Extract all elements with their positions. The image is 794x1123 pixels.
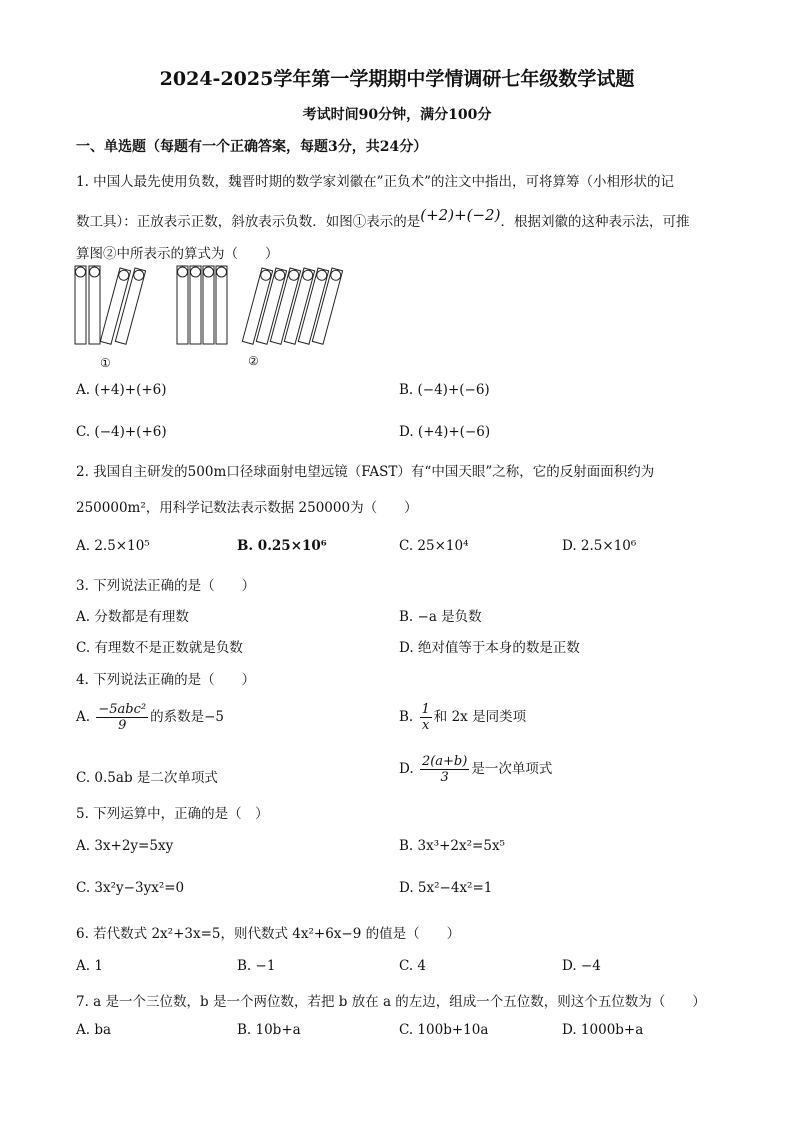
q7-option-a[interactable]: A. ba xyxy=(76,1022,112,1038)
q3-option-a[interactable]: A. 分数都是有理数 xyxy=(76,609,189,625)
q7-option-b[interactable]: B. 10b+a xyxy=(237,1022,301,1038)
rod-upright xyxy=(89,266,100,344)
q1-line2a: 数工具）：正放表示正数，斜放表示负数．如图①表示的是 xyxy=(76,214,421,230)
q2-line2: 250000m²，用科学记数法表示数据 250000为（ ） xyxy=(76,500,418,516)
q1-figure-2 xyxy=(174,262,364,350)
q6-option-b[interactable]: B. −1 xyxy=(237,958,276,974)
counting-rods-figure-2 xyxy=(174,262,364,350)
q1-line2b: ．根据刘徽的这种表示法，可推 xyxy=(500,214,690,230)
figure-2-label: ② xyxy=(248,354,259,368)
q6-option-c[interactable]: C. 4 xyxy=(399,958,427,974)
q5-option-a[interactable]: A. 3x+2y=5xy xyxy=(76,838,174,854)
q3-line1: 3. 下列说法正确的是（ ） xyxy=(76,578,256,594)
q4-option-c[interactable]: C. 0.5ab 是二次单项式 xyxy=(76,770,218,786)
q4-option-d-label: D. xyxy=(399,761,414,777)
q5-option-d[interactable]: D. 5x²−4x²=1 xyxy=(399,880,493,896)
q2-option-b[interactable]: B. 0.25×10⁶ xyxy=(237,538,327,554)
q4-option-b-label: B. xyxy=(399,709,414,725)
q7-line1: 7. a 是一个三位数，b 是一个两位数，若把 b 放在 a 的左边，组成一个五位数，则这个五位数为（ ） xyxy=(76,994,706,1010)
q1-option-a[interactable]: A. (+4)+(+6) xyxy=(76,382,167,398)
q4-option-d-text: 是一次单项式 xyxy=(471,761,553,777)
q4-option-a[interactable] xyxy=(76,702,224,733)
q7-option-c[interactable]: C. 100b+10a xyxy=(399,1022,489,1038)
q3-option-c[interactable]: C. 有理数不是正数就是负数 xyxy=(76,640,243,656)
q2-option-a[interactable]: A. 2.5×10⁵ xyxy=(76,538,150,554)
q2-option-c[interactable]: C. 25×10⁴ xyxy=(399,538,469,554)
q2-line1: 2. 我国自主研发的500m口径球面射电望远镜（FAST）有“中国天眼”之称，它的反射面面积约为 xyxy=(76,464,655,480)
q4-option-b-fraction: $\frac{1}{x}$ xyxy=(421,702,430,733)
q1-inline-math: (+2)+(−2) xyxy=(420,206,501,224)
exam-subtitle: 考试时间90分钟，满分100分 xyxy=(302,107,492,123)
figure-1-label: ① xyxy=(100,356,111,370)
q1-line2 xyxy=(76,206,690,230)
q4-option-b-text: 和 2x 是同类项 xyxy=(433,709,527,725)
q1-option-c[interactable]: C. (−4)+(+6) xyxy=(76,424,167,440)
q4-line1: 4. 下列说法正确的是（ ） xyxy=(76,672,256,688)
q1-line1: 1. 中国人最先使用负数，魏晋时期的数学家刘徽在”正负术”的注文中指出，可将算筹（小相形状的记 xyxy=(76,174,674,190)
q6-option-d[interactable]: D. −4 xyxy=(562,958,601,974)
q4-option-d-fraction: $\frac{2(a+b)}{3}$ xyxy=(421,754,468,785)
q4-option-d[interactable] xyxy=(399,754,552,785)
q3-option-b[interactable]: B. −a 是负数 xyxy=(399,609,482,625)
q1-option-b[interactable]: B. (−4)+(−6) xyxy=(399,382,490,398)
exam-title: 2024-2025学年第一学期期中学情调研七年级数学试题 xyxy=(159,68,635,90)
q1-figure-1 xyxy=(72,262,162,350)
q4-option-a-label: A. xyxy=(76,709,91,725)
counting-rods-figure-1 xyxy=(72,262,162,350)
q4-option-a-fraction: $\frac{\text{−5abc²}}{9}$ xyxy=(98,702,147,733)
rod-upright xyxy=(75,266,86,344)
q5-line1: 5. 下列运算中，正确的是（ ） xyxy=(76,806,269,822)
q6-option-a[interactable]: A. 1 xyxy=(76,958,103,974)
q6-line1: 6. 若代数式 2x²+3x=5，则代数式 4x²+6x−9 的值是（ ） xyxy=(76,926,461,942)
q5-option-c[interactable]: C. 3x²y−3yx²=0 xyxy=(76,880,185,896)
q4-option-b[interactable] xyxy=(399,702,526,733)
q4-option-a-text: 的系数是−5 xyxy=(150,709,224,725)
q2-option-d[interactable]: D. 2.5×10⁶ xyxy=(562,538,637,554)
q7-option-d[interactable]: D. 1000b+a xyxy=(562,1022,644,1038)
q5-option-b[interactable]: B. 3x³+2x²=5x⁵ xyxy=(399,838,505,854)
q3-option-d[interactable]: D. 绝对值等于本身的数是正数 xyxy=(399,640,580,656)
section-heading: 一、单选题（每题有一个正确答案，每题3分，共24分） xyxy=(76,139,428,155)
q1-line3: 算图②中所表示的算式为（ ） xyxy=(76,246,279,262)
q1-option-d[interactable]: D. (+4)+(−6) xyxy=(399,424,491,440)
